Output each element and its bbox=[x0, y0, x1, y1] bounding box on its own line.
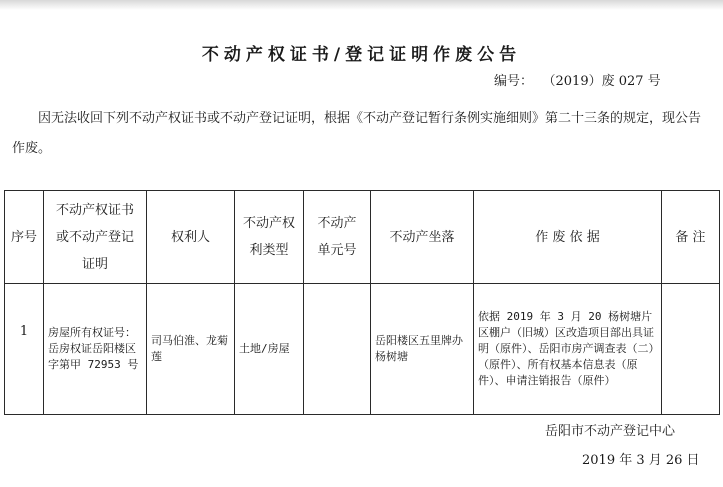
header-remark: 备 注 bbox=[662, 191, 720, 284]
header-right-type-line2: 利类型 bbox=[249, 243, 289, 258]
header-location: 不动产坐落 bbox=[371, 191, 474, 284]
header-right-type bbox=[235, 191, 304, 284]
header-unit-number bbox=[304, 191, 371, 284]
cell-remark bbox=[662, 284, 720, 415]
cell-location: 岳阳楼区五里牌办杨树塘 bbox=[371, 284, 474, 415]
header-certificate-line2: 或不动产登记 bbox=[55, 229, 134, 245]
cell-seq: 1 bbox=[5, 284, 44, 415]
header-unit-number-line2: 单元号 bbox=[317, 243, 357, 258]
document-number-label: 编号： bbox=[494, 74, 534, 89]
issue-date: 2019 年 3 月 26 日 bbox=[582, 453, 700, 468]
cell-right-type: 土地/房屋 bbox=[235, 284, 304, 415]
header-certificate-line3: 证明 bbox=[81, 256, 108, 272]
document-title: 不动产权证书/登记证明作废公告 bbox=[201, 45, 522, 65]
header-seq: 序号 bbox=[5, 191, 44, 284]
header-right-type-line1: 不动产权 bbox=[242, 216, 295, 231]
table-row bbox=[5, 284, 720, 415]
header-certificate-line1: 不动产权证书 bbox=[55, 202, 134, 218]
scan-edge bbox=[0, 0, 723, 10]
cell-certificate: 房屋所有权证号：岳房权证岳阳楼区字第甲 72953 号 bbox=[44, 284, 147, 415]
document-number-value: （2019）废 027 号 bbox=[549, 74, 661, 89]
cell-void-basis: 依据 2019 年 3 月 20 杨树塘片区棚户（旧城）区改造项目部出具证明（原件）、岳阳市房产调查表（二）（原件）、所有权基本信息表（原件）、申请注销报告（原件） bbox=[474, 284, 662, 415]
header-void-basis: 作 废 依 据 bbox=[474, 191, 662, 284]
cell-unit-number bbox=[304, 284, 371, 415]
cell-holder: 司马伯淮、龙菊莲 bbox=[147, 284, 235, 415]
issuing-organization: 岳阳市不动产登记中心 bbox=[545, 424, 676, 439]
document-number bbox=[494, 70, 661, 89]
table-header-row bbox=[5, 191, 720, 284]
header-unit-number-line1: 不动产 bbox=[317, 216, 357, 231]
header-holder: 权利人 bbox=[147, 191, 235, 284]
header-certificate bbox=[44, 191, 147, 284]
void-certificates-table bbox=[4, 190, 720, 415]
announcement-paragraph: 因无法收回下列不动产权证书或不动产登记证明，根据《不动产登记暂行条例实施细则》第二十三条的规定，现公告作废。 bbox=[12, 111, 702, 156]
